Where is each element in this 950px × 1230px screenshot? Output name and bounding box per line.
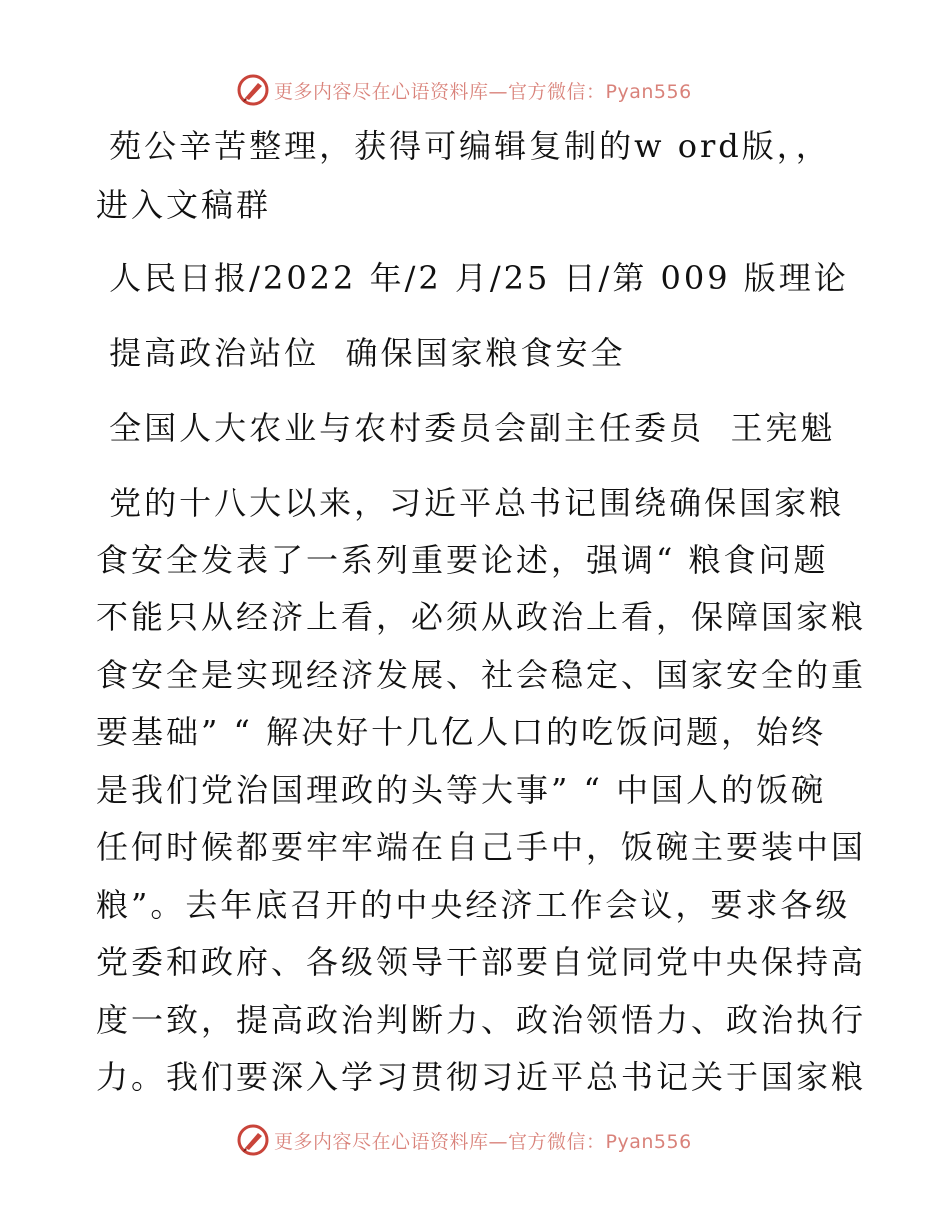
footer-watermark bbox=[236, 1122, 692, 1158]
watermark-text: 更多内容尽在心语资料库—官方微信：Pyan556 bbox=[274, 80, 692, 103]
body-line: 是我们党治国理政的头等大事” “ 中国人的饭碗 bbox=[96, 771, 827, 809]
intro-line-2: 进入文稿群 bbox=[96, 186, 272, 224]
body-line: 任何时候都要牢牢端在自己手中，饭碗主要装中国 bbox=[96, 828, 867, 866]
article-author: 全国人大农业与农村委员会副主任委员 王宪魁 bbox=[96, 409, 836, 447]
body-line: 力。我们要深入学习贯彻习近平总书记关于国家粮 bbox=[96, 1058, 867, 1096]
body-line: 粮”。去年底召开的中央经济工作会议，要求各级 bbox=[96, 886, 851, 924]
body-line: 党的十八大以来，习近平总书记围绕确保国家粮 bbox=[96, 484, 845, 522]
header-watermark bbox=[236, 72, 692, 108]
body-line: 食安全是实现经济发展、社会稳定、国家安全的重 bbox=[96, 656, 867, 694]
watermark-text: 更多内容尽在心语资料库—官方微信：Pyan556 bbox=[274, 1130, 692, 1153]
source-line: 人民日报/2022 年/2 月/25 日/第 009 版理论 bbox=[96, 259, 849, 297]
article-title: 提高政治站位 确保国家粮食安全 bbox=[96, 334, 626, 372]
intro-line-1: 苑公辛苦整理，获得可编辑复制的w ord版，， bbox=[96, 127, 831, 165]
body-line: 党委和政府、各级领导干部要自觉同党中央保持高 bbox=[96, 943, 867, 981]
body-line: 度一致，提高政治判断力、政治领悟力、政治执行 bbox=[96, 1001, 867, 1039]
pen-logo-icon bbox=[236, 73, 270, 107]
body-line: 要基础” “ 解决好十几亿人口的吃饭问题，始终 bbox=[96, 713, 827, 751]
pen-logo-icon bbox=[236, 1123, 270, 1157]
body-line: 不能只从经济上看，必须从政治上看，保障国家粮 bbox=[96, 598, 867, 636]
body-line: 食安全发表了一系列重要论述，强调“ 粮食问题 bbox=[96, 541, 829, 579]
